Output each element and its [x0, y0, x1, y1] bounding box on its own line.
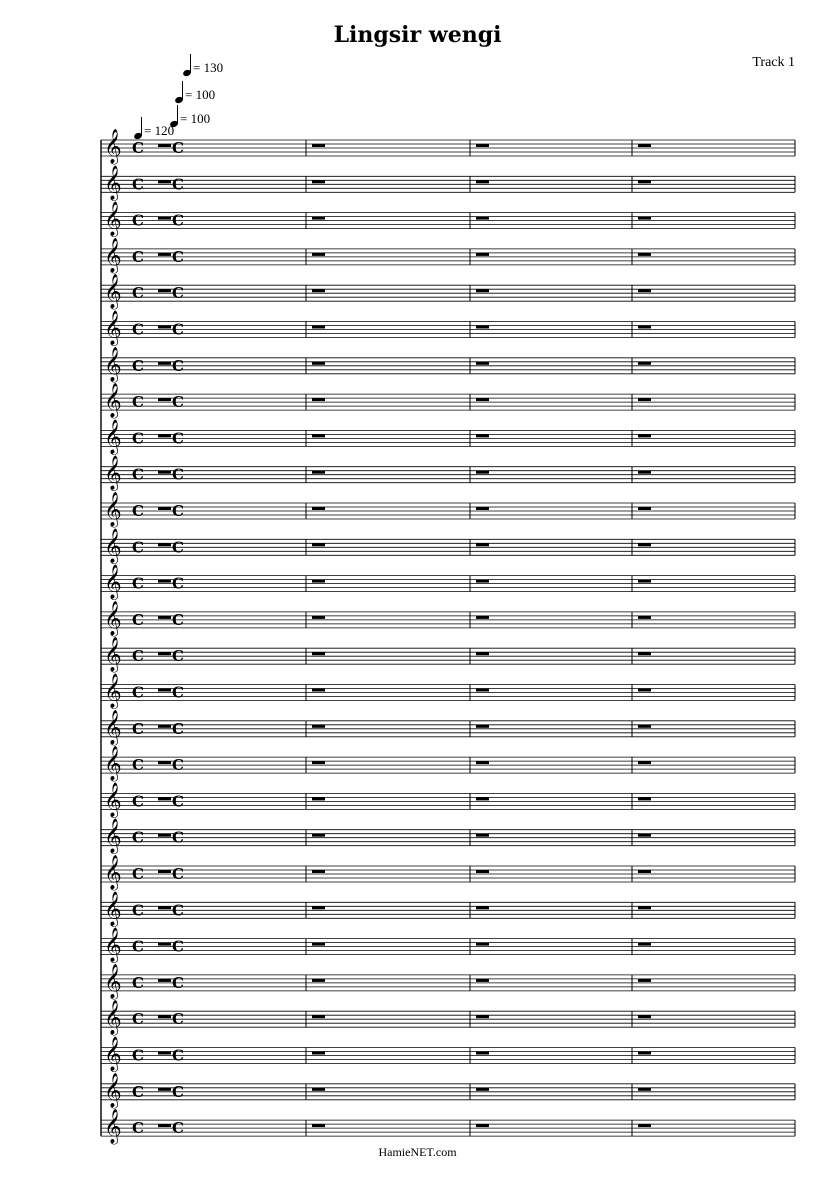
whole-rest-icon	[476, 1052, 489, 1055]
staff	[101, 394, 795, 410]
staff	[101, 322, 795, 338]
whole-rest-icon	[638, 870, 651, 873]
whole-rest-icon	[476, 217, 489, 220]
time-signature: C	[132, 320, 144, 339]
time-signature: C	[172, 211, 184, 230]
time-signature: C	[132, 683, 144, 702]
whole-rest-icon	[158, 253, 171, 256]
whole-rest-icon	[476, 1124, 489, 1127]
whole-rest-icon	[476, 1088, 489, 1091]
whole-rest-icon	[476, 471, 489, 474]
treble-clef-icon: 𝄞	[104, 528, 122, 564]
whole-rest-icon	[158, 362, 171, 365]
time-signature: C	[132, 247, 144, 266]
whole-rest-icon	[638, 180, 651, 183]
whole-rest-icon	[638, 725, 651, 728]
time-signature: C	[172, 647, 184, 666]
treble-clef-icon: 𝄞	[104, 201, 122, 237]
time-signature: C	[172, 1010, 184, 1029]
staff	[101, 539, 795, 555]
time-signature: C	[132, 901, 144, 920]
whole-rest-icon	[476, 943, 489, 946]
whole-rest-icon	[638, 543, 651, 546]
time-signature: C	[172, 1046, 184, 1065]
whole-rest-icon	[158, 689, 171, 692]
whole-rest-icon	[312, 543, 325, 546]
whole-rest-icon	[158, 616, 171, 619]
whole-rest-icon	[476, 434, 489, 437]
whole-rest-icon	[476, 180, 489, 183]
time-signature: C	[172, 756, 184, 775]
time-signature: C	[172, 792, 184, 811]
whole-rest-icon	[476, 362, 489, 365]
whole-rest-icon	[638, 689, 651, 692]
time-signature: C	[172, 901, 184, 920]
treble-clef-icon: 𝄞	[104, 492, 122, 527]
treble-clef-icon: 𝄞	[104, 1109, 122, 1145]
treble-clef-icon: 𝄞	[104, 165, 122, 201]
whole-rest-icon	[638, 471, 651, 474]
time-signature: C	[172, 538, 184, 557]
treble-clef-icon: 𝄞	[104, 746, 122, 782]
whole-rest-icon	[476, 289, 489, 292]
time-signature: C	[132, 828, 144, 847]
treble-clef-icon: 𝄞	[104, 855, 122, 890]
staff	[101, 757, 795, 773]
whole-rest-icon	[638, 434, 651, 437]
whole-rest-icon	[476, 543, 489, 546]
whole-rest-icon	[158, 217, 171, 220]
whole-rest-icon	[158, 652, 171, 655]
time-signature: C	[172, 465, 184, 484]
whole-rest-icon	[158, 761, 171, 764]
staff	[101, 140, 795, 156]
time-signature: C	[132, 973, 144, 992]
time-signature: C	[172, 719, 184, 738]
staff	[101, 467, 795, 483]
whole-rest-icon	[476, 761, 489, 764]
whole-rest-icon	[638, 507, 651, 510]
time-signature: C	[132, 502, 144, 520]
whole-rest-icon	[312, 180, 325, 183]
whole-rest-icon	[476, 797, 489, 800]
whole-rest-icon	[638, 253, 651, 256]
treble-clef-icon: 𝄞	[104, 455, 122, 491]
treble-clef-icon: 𝄞	[104, 1000, 122, 1036]
whole-rest-icon	[158, 1052, 171, 1055]
whole-rest-icon	[158, 870, 171, 873]
staff	[101, 1120, 795, 1136]
staff	[101, 285, 795, 301]
whole-rest-icon	[312, 616, 325, 619]
treble-clef-icon: 𝄞	[104, 383, 122, 419]
whole-rest-icon	[158, 180, 171, 183]
whole-rest-icon	[312, 689, 325, 692]
staff	[101, 358, 795, 374]
whole-rest-icon	[638, 217, 651, 220]
staff	[101, 176, 795, 192]
whole-rest-icon	[312, 979, 325, 982]
whole-rest-icon	[638, 326, 651, 329]
treble-clef-icon: 𝄞	[104, 637, 122, 673]
staff	[101, 1048, 795, 1064]
treble-clef-icon: 𝄞	[104, 709, 122, 745]
whole-rest-icon	[312, 1124, 325, 1127]
whole-rest-icon	[638, 1088, 651, 1091]
time-signature: C	[132, 429, 144, 448]
whole-rest-icon	[158, 543, 171, 546]
whole-rest-icon	[158, 943, 171, 946]
whole-rest-icon	[312, 1015, 325, 1018]
tempo-value: = 100	[185, 87, 216, 102]
time-signature: C	[172, 284, 184, 303]
time-signature: C	[172, 320, 184, 339]
treble-clef-icon: 𝄞	[104, 346, 122, 382]
whole-rest-icon	[158, 725, 171, 728]
treble-clef-icon: 𝄞	[104, 891, 122, 927]
whole-rest-icon	[312, 144, 325, 147]
whole-rest-icon	[638, 761, 651, 764]
treble-clef-icon: 𝄞	[104, 673, 122, 709]
time-signature: C	[132, 719, 144, 738]
whole-rest-icon	[158, 398, 171, 401]
treble-clef-icon: 𝄞	[104, 1036, 122, 1072]
track-label: Track 1	[752, 55, 795, 70]
treble-clef-icon: 𝄞	[104, 274, 122, 310]
whole-rest-icon	[312, 652, 325, 655]
whole-rest-icon	[638, 652, 651, 655]
time-signature: C	[172, 429, 184, 448]
whole-rest-icon	[638, 1052, 651, 1055]
whole-rest-icon	[312, 471, 325, 474]
time-signature: C	[172, 139, 184, 157]
time-signature: C	[172, 247, 184, 266]
staff	[101, 939, 795, 955]
staff	[101, 830, 795, 846]
whole-rest-icon	[312, 289, 325, 292]
whole-rest-icon	[476, 834, 489, 837]
whole-rest-icon	[312, 725, 325, 728]
tempo-value: = 100	[180, 111, 211, 126]
time-signature: C	[132, 284, 144, 303]
treble-clef-icon: 𝄞	[104, 419, 122, 455]
whole-rest-icon	[158, 289, 171, 292]
time-signature: C	[172, 828, 184, 847]
whole-rest-icon	[312, 761, 325, 764]
whole-rest-icon	[476, 725, 489, 728]
whole-rest-icon	[476, 652, 489, 655]
time-signature: C	[132, 865, 144, 883]
time-signature: C	[132, 574, 144, 593]
time-signature: C	[132, 1010, 144, 1029]
time-signature: C	[172, 175, 184, 194]
whole-rest-icon	[638, 580, 651, 583]
time-signature: C	[132, 175, 144, 194]
whole-rest-icon	[158, 580, 171, 583]
time-signature: C	[172, 1082, 184, 1101]
whole-rest-icon	[312, 580, 325, 583]
whole-rest-icon	[476, 689, 489, 692]
time-signature: C	[172, 356, 184, 375]
treble-clef-icon: 𝄞	[104, 818, 122, 854]
whole-rest-icon	[158, 471, 171, 474]
whole-rest-icon	[312, 326, 325, 329]
time-signature: C	[132, 756, 144, 775]
staff	[101, 503, 795, 519]
time-signature: C	[172, 865, 184, 883]
time-signature: C	[172, 610, 184, 629]
whole-rest-icon	[312, 1088, 325, 1091]
footer-credit: HamieNET.com	[378, 1145, 457, 1159]
time-signature: C	[132, 139, 144, 157]
whole-rest-icon	[158, 434, 171, 437]
whole-rest-icon	[638, 616, 651, 619]
tempo-value: = 120	[144, 123, 175, 138]
whole-rest-icon	[158, 1015, 171, 1018]
whole-rest-icon	[476, 398, 489, 401]
time-signature: C	[132, 538, 144, 557]
whole-rest-icon	[312, 434, 325, 437]
score-title: Lingsir wengi	[333, 22, 502, 48]
time-signature: C	[172, 502, 184, 520]
whole-rest-icon	[638, 979, 651, 982]
whole-rest-icon	[312, 362, 325, 365]
whole-rest-icon	[312, 870, 325, 873]
time-signature: C	[172, 973, 184, 992]
time-signature: C	[132, 610, 144, 629]
whole-rest-icon	[158, 326, 171, 329]
time-signature: C	[132, 937, 144, 956]
whole-rest-icon	[312, 834, 325, 837]
whole-rest-icon	[312, 253, 325, 256]
whole-rest-icon	[158, 834, 171, 837]
whole-rest-icon	[476, 580, 489, 583]
whole-rest-icon	[312, 507, 325, 510]
whole-rest-icon	[158, 906, 171, 909]
staff	[101, 249, 795, 265]
whole-rest-icon	[638, 1015, 651, 1018]
whole-rest-icon	[476, 253, 489, 256]
staff	[101, 793, 795, 809]
time-signature: C	[132, 647, 144, 666]
staff	[101, 866, 795, 882]
whole-rest-icon	[158, 797, 171, 800]
whole-rest-icon	[638, 1124, 651, 1127]
whole-rest-icon	[312, 217, 325, 220]
whole-rest-icon	[158, 1124, 171, 1127]
time-signature: C	[132, 393, 144, 412]
whole-rest-icon	[158, 144, 171, 147]
time-signature: C	[172, 683, 184, 702]
whole-rest-icon	[158, 1088, 171, 1091]
whole-rest-icon	[312, 906, 325, 909]
whole-rest-icon	[312, 797, 325, 800]
staff	[101, 612, 795, 628]
treble-clef-icon: 𝄞	[104, 782, 122, 818]
whole-rest-icon	[312, 943, 325, 946]
staff	[101, 721, 795, 737]
time-signature: C	[172, 1119, 184, 1138]
staff	[101, 430, 795, 446]
whole-rest-icon	[158, 979, 171, 982]
treble-clef-icon: 𝄞	[104, 600, 122, 636]
time-signature: C	[132, 465, 144, 484]
time-signature: C	[132, 211, 144, 230]
staff	[101, 1011, 795, 1027]
whole-rest-icon	[638, 362, 651, 365]
treble-clef-icon: 𝄞	[104, 963, 122, 999]
whole-rest-icon	[638, 144, 651, 147]
whole-rest-icon	[312, 398, 325, 401]
tempo-value: = 130	[193, 60, 224, 75]
treble-clef-icon: 𝄞	[104, 927, 122, 963]
treble-clef-icon: 𝄞	[104, 237, 122, 273]
time-signature: C	[132, 356, 144, 375]
staff	[101, 648, 795, 664]
whole-rest-icon	[638, 834, 651, 837]
staff	[101, 213, 795, 229]
time-signature: C	[132, 1082, 144, 1101]
whole-rest-icon	[158, 507, 171, 510]
whole-rest-icon	[638, 398, 651, 401]
treble-clef-icon: 𝄞	[104, 564, 122, 600]
treble-clef-icon: 𝄞	[104, 129, 122, 164]
staff	[101, 975, 795, 991]
whole-rest-icon	[476, 616, 489, 619]
whole-rest-icon	[312, 1052, 325, 1055]
time-signature: C	[172, 393, 184, 412]
staff	[101, 576, 795, 592]
whole-rest-icon	[638, 797, 651, 800]
whole-rest-icon	[476, 906, 489, 909]
whole-rest-icon	[638, 906, 651, 909]
time-signature: C	[132, 1119, 144, 1138]
whole-rest-icon	[476, 979, 489, 982]
time-signature: C	[172, 574, 184, 593]
staff	[101, 1084, 795, 1100]
time-signature: C	[132, 1046, 144, 1065]
treble-clef-icon: 𝄞	[104, 310, 122, 346]
whole-rest-icon	[476, 870, 489, 873]
whole-rest-icon	[476, 1015, 489, 1018]
whole-rest-icon	[476, 326, 489, 329]
time-signature: C	[172, 937, 184, 956]
staff	[101, 902, 795, 918]
time-signature: C	[132, 792, 144, 811]
whole-rest-icon	[638, 289, 651, 292]
whole-rest-icon	[638, 943, 651, 946]
whole-rest-icon	[476, 507, 489, 510]
whole-rest-icon	[476, 144, 489, 147]
staff	[101, 685, 795, 701]
treble-clef-icon: 𝄞	[104, 1072, 122, 1108]
